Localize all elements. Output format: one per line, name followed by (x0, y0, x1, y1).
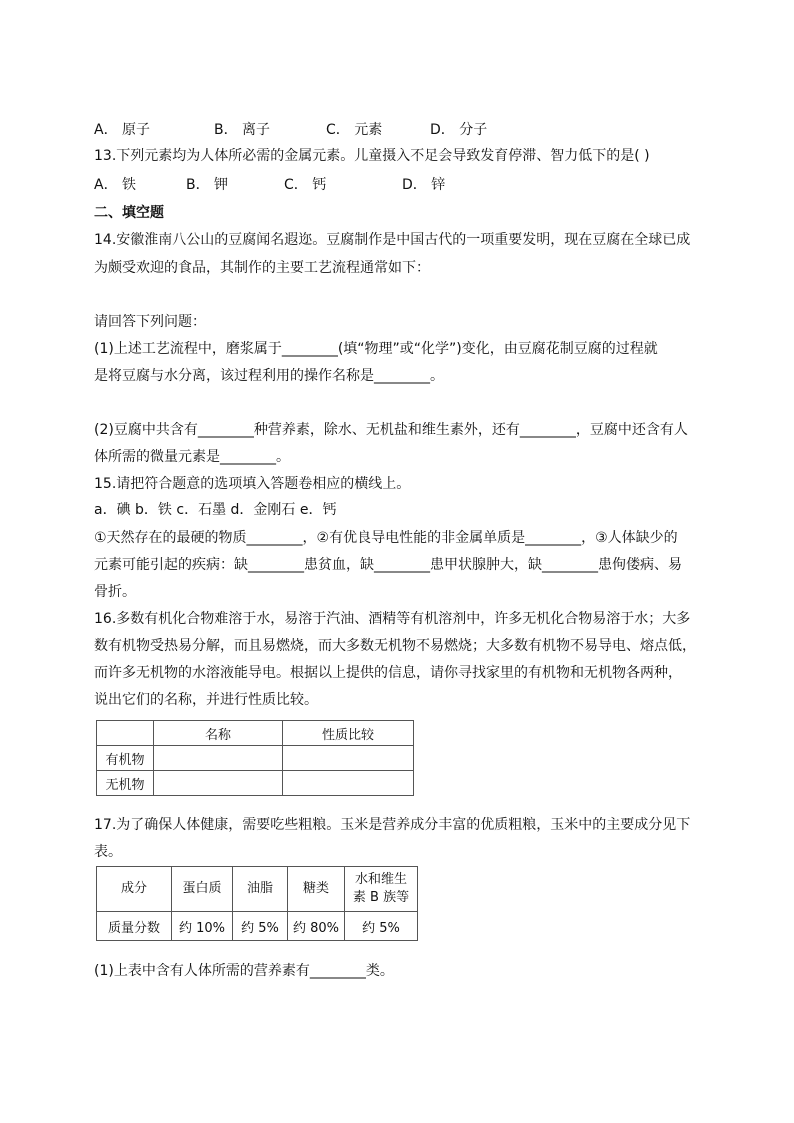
q12-option-d: D． 分子 (430, 122, 488, 138)
q17-line-2: 表。 (94, 844, 122, 860)
q14-part1-line-2: 是将豆腐与水分离，该过程利用的操作名称是________。 (94, 368, 444, 384)
table-value-cell: 约 80% (288, 912, 345, 941)
q12-option-a: A． 原子 (94, 122, 151, 138)
q16-line-3: 而许多无机物的水溶液能导电。根据以上提供的信息，请你寻找家里的有机物和无机物各两种， (94, 665, 682, 681)
q13-option-a: A． 铁 (94, 177, 137, 193)
q17-table (96, 866, 418, 941)
q13-option-c: C． 钙 (284, 177, 327, 193)
header-text-line: 素 B 族等 (352, 890, 410, 905)
q14-prompt: 请回答下列问题： (94, 314, 206, 330)
table-row-label: 有机物 (97, 746, 154, 771)
table-header-row (97, 721, 414, 746)
q15-stem: 15.请把符合题意的选项填入答题卷相应的横线上。 (94, 476, 411, 492)
table-value-cell: 约 5% (345, 912, 418, 941)
table-header-cell: 名称 (154, 721, 283, 746)
q15-line-2: 元素可能引起的疾病：缺________患贫血，缺________患甲状腺肿大，缺________患佝偻病、易 (94, 557, 682, 573)
q14-stem-line-2: 为颇受欢迎的食品，其制作的主要工艺流程通常如下： (94, 260, 430, 276)
table-header-cell: 蛋白质 (172, 867, 233, 912)
q14-part2-line-2: 体所需的微量元素是________。 (94, 449, 290, 465)
header-text-line: 水和维生 (354, 872, 407, 887)
q16-table (96, 720, 414, 796)
table-answer-cell[interactable] (283, 771, 414, 796)
q12-option-c: C． 元素 (326, 122, 383, 138)
table-header-cell (345, 867, 418, 912)
table-header-row (97, 867, 418, 912)
table-row-label: 无机物 (97, 771, 154, 796)
q16-line-4: 说出它们的名称，并进行性质比较。 (94, 692, 318, 708)
table-header-cell: 成分 (97, 867, 172, 912)
table-answer-cell[interactable] (154, 746, 283, 771)
q14-stem-line-1: 14.安徽淮南八公山的豆腐闻名遐迩。豆腐制作是中国古代的一项重要发明，现在豆腐在全球已成 (94, 232, 691, 248)
table-header-cell (97, 721, 154, 746)
q13-option-b: B． 钾 (186, 177, 229, 193)
table-answer-cell[interactable] (154, 771, 283, 796)
q17-part1: (1)上表中含有人体所需的营养素有________类。 (94, 963, 394, 979)
q17-line-1: 17.为了确保人体健康，需要吃些粗粮。玉米是营养成分丰富的优质粗粮，玉米中的主要成分见下 (94, 817, 691, 833)
table-answer-cell[interactable] (283, 746, 414, 771)
section-heading: 二、填空题 (94, 205, 164, 221)
q13-options (94, 175, 445, 195)
table-header-cell: 油脂 (233, 867, 288, 912)
q16-line-1: 16.多数有机化合物难溶于水，易溶于汽油、酒精等有机溶剂中，许多无机化合物易溶于水；大多 (94, 611, 691, 627)
table-row (97, 771, 414, 796)
table-row (97, 746, 414, 771)
table-value-cell: 约 5% (233, 912, 288, 941)
q15-line-1: ①天然存在的最硬的物质________，②有优良导电性能的非金属单质是________，③人体缺少的 (94, 530, 678, 546)
table-header-cell: 性质比较 (283, 721, 414, 746)
q13-stem: 13.下列元素均为人体所必需的金属元素。儿童摄入不足会导致发育停滞、智力低下的是( ) (94, 148, 650, 164)
q15-choices: a．碘 b．铁 c．石墨 d．金刚石 e．钙 (94, 502, 337, 518)
q14-part1-line-1: (1)上述工艺流程中，磨浆属于________(填“物理”或“化学”)变化，由豆腐花制豆腐的过程就 (94, 341, 658, 357)
table-row (97, 912, 418, 941)
q15-line-3: 骨折。 (94, 584, 136, 600)
table-row-label: 质量分数 (97, 912, 172, 941)
q13-option-d: D． 锌 (402, 177, 446, 193)
table-header-cell: 糖类 (288, 867, 345, 912)
q16-line-2: 数有机物受热易分解，而且易燃烧，而大多数无机物不易燃烧；大多数有机物不易导电、熔点低， (94, 638, 696, 654)
q14-part2-line-1: (2)豆腐中共含有________种营养素，除水、无机盐和维生素外，还有________，豆腐中还含有人 (94, 422, 688, 438)
q12-option-b: B． 离子 (214, 122, 271, 138)
q12-options (94, 120, 487, 140)
table-value-cell: 约 10% (172, 912, 233, 941)
